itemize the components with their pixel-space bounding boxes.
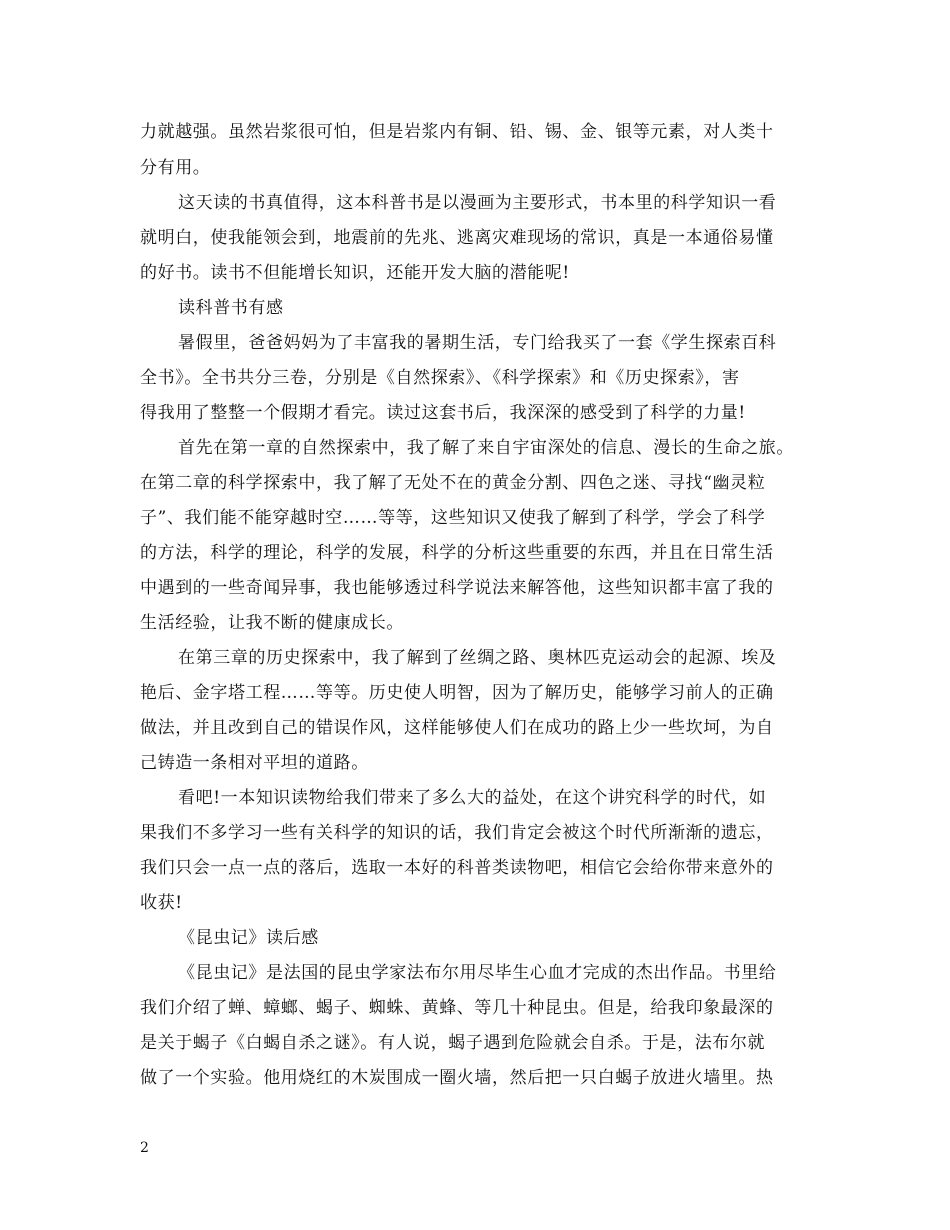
paragraph-start-line: 《昆虫记》是法国的昆虫学家法布尔用尽毕生心血才完成的杰出作品。书里给 [178,963,777,983]
text-line: 做了一个实验。他用烧红的木炭围成一圈火墙，然后把一只白蝎子放进火墙里。热 [140,1068,774,1088]
text-line: 分有用。 [140,158,211,178]
text-line: 艳后、金字塔工程……等等。历史使人明智，因为了解历史，能够学习前人的正确 [140,683,774,703]
text-line: 在第二章的科学探索中，我了解了无处不在的黄金分割、四色之迷、寻找“幽灵粒 [140,473,766,493]
text-line: 我们只会一点一点的落后，选取一本好的科普类读物吧，相信它会给你带来意外的 [140,858,774,878]
text-line: 我们介绍了蝉、蟑螂、蝎子、蜘蛛、黄蜂、等几十种昆虫。但是，给我印象最深的 [140,998,774,1018]
section-heading: 《昆虫记》读后感 [178,928,319,948]
text-line: 全书》。全书共分三卷，分别是《自然探索》、《科学探索》和《历史探索》，害 [140,368,740,388]
paragraph-start-line: 这天读的书真值得，这本科普书是以漫画为主要形式，书本里的科学知识一看 [178,193,777,213]
paragraph-start-line: 看吧!一本知识读物给我们带来了多么大的益处，在这个讲究科学的时代，如 [178,788,767,808]
text-line: 生活经验，让我不断的健康成长。 [140,613,404,633]
text-line: 力就越强。虽然岩浆很可怕，但是岩浆内有铜、铅、锡、金、银等元素，对人类十 [140,122,774,142]
paragraph-start-line: 在第三章的历史探索中，我了解到了丝绸之路、奥林匹克运动会的起源、埃及 [178,648,777,668]
text-line: 果我们不多学习一些有关科学的知识的话，我们肯定会被这个时代所渐渐的遗忘， [140,823,774,843]
text-line: 中遇到的一些奇闻异事，我也能够透过科学说法来解答他，这些知识都丰富了我的 [140,578,774,598]
page-number: 2 [140,1140,149,1156]
text-line: 子”、我们能不能穿越时空……等等，这些知识又使我了解到了科学，学会了科学 [140,508,766,528]
text-line: 得我用了整整一个假期才看完。读过这套书后，我深深的感受到了科学的力量! [140,403,746,423]
text-line: 收获! [140,893,183,913]
section-heading: 读科普书有感 [178,298,284,318]
paragraph-start-line: 首先在第一章的自然探索中，我了解了来自宇宙深处的信息、漫长的生命之旅。 [178,438,794,458]
text-line: 是关于蝎子《白蝎自杀之谜》。有人说，蝎子遇到危险就会自杀。于是，法布尔就 [140,1033,766,1053]
text-line: 的好书。读书不但能增长知识，还能开发大脑的潜能呢! [140,263,570,283]
text-line: 就明白，使我能领会到，地震前的先兆、逃离灾难现场的常识，真是一本通俗易懂 [140,228,774,248]
text-line: 做法，并且改到自己的错误作风，这样能够使人们在成功的路上少一些坎坷，为自 [140,718,774,738]
paragraph-start-line: 暑假里，爸爸妈妈为了丰富我的暑期生活，专门给我买了一套《学生探索百科 [178,333,777,353]
text-line: 己铸造一条相对平坦的道路。 [140,753,369,773]
text-line: 的方法，科学的理论，科学的发展，科学的分析这些重要的东西，并且在日常生活 [140,543,774,563]
